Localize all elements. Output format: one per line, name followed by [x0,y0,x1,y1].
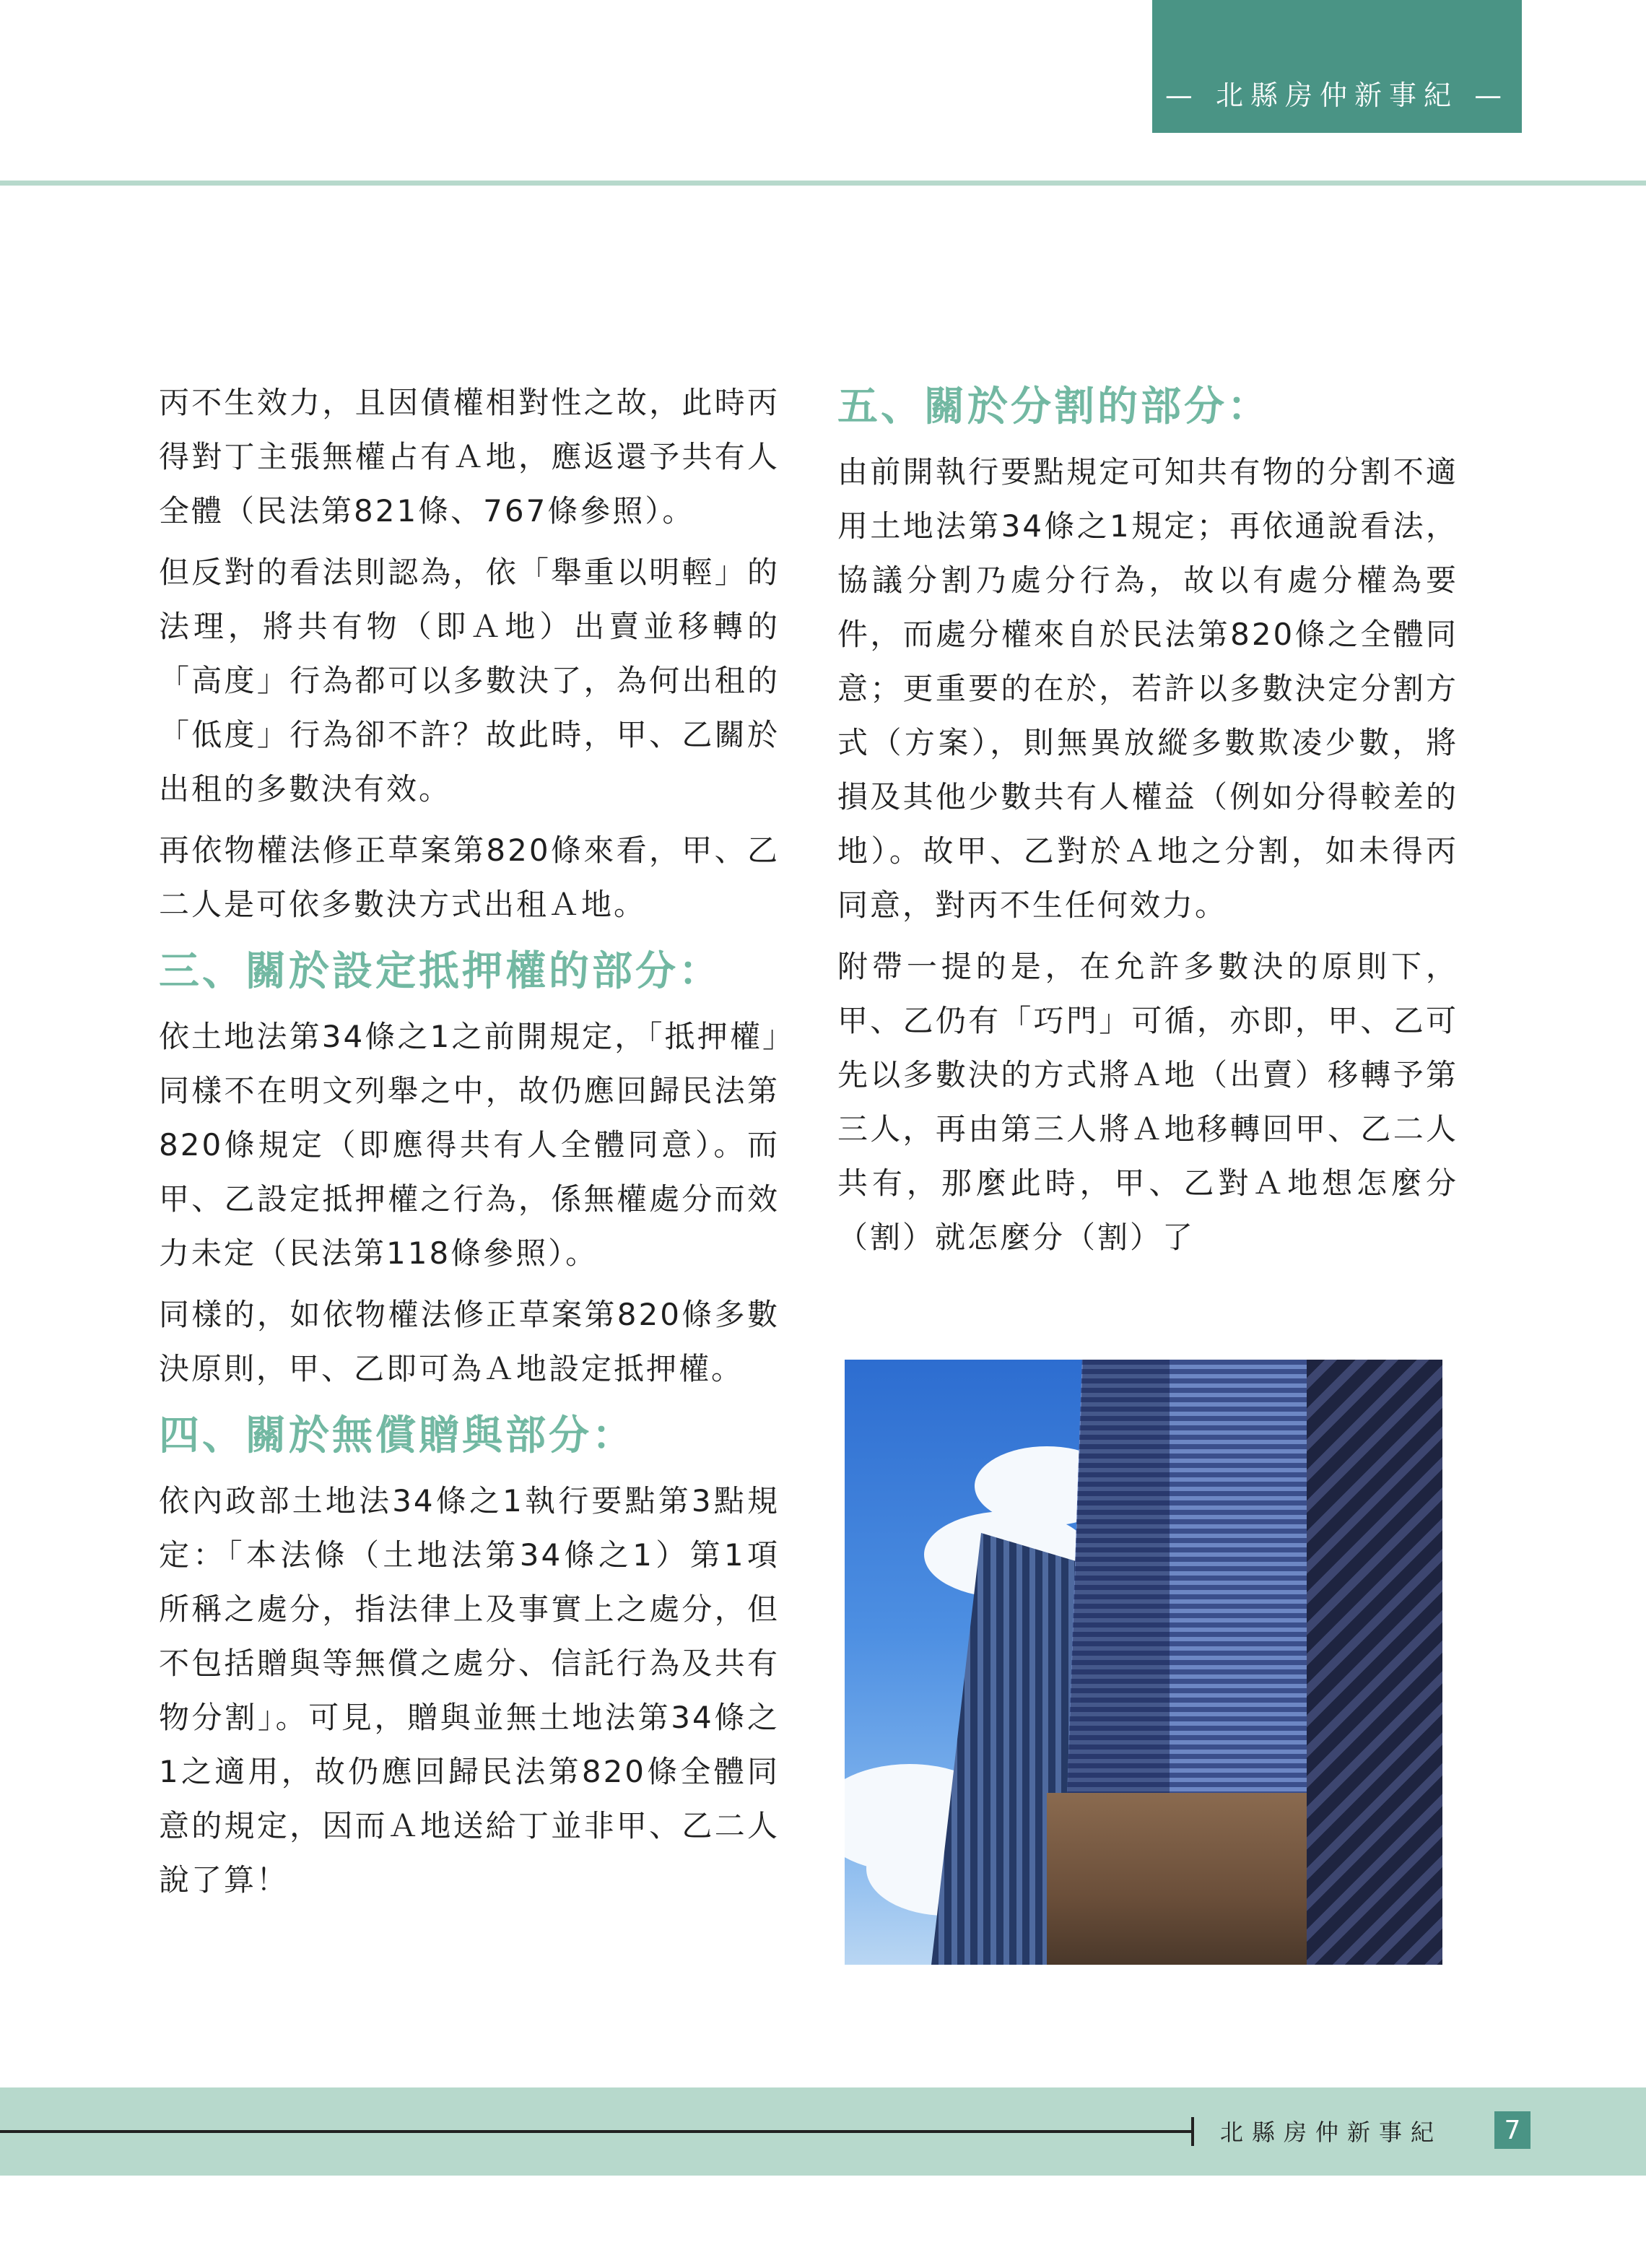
header-tab [1152,0,1522,133]
footer-rule [0,2130,1193,2133]
header-divider [0,181,1646,186]
paragraph: 丙不生效力，且因債權相對性之故，此時丙得對丁主張無權占有Ａ地，應返還予共有人全體（民法第821條、767條參照）。 [159,385,780,529]
paragraph: 再依物權法修正草案第820條來看，甲、乙二人是可依多數決方式出租Ａ地。 [159,833,780,922]
page-number: 7 [1494,2111,1530,2149]
right-column [837,375,1458,1272]
skyscraper-photo [845,1360,1442,1965]
footer-title: 北縣房仲新事紀 [1220,2119,1443,2146]
tower-right [1307,1360,1442,1965]
section-heading-gift: 四、關於無償贈與部分： [159,1412,635,1459]
tower-podium [1047,1793,1350,1965]
paragraph: 附帶一提的是，在允許多數決的原則下，甲、乙仍有「巧門」可循，亦即，甲、乙可先以多數決的方式將Ａ地（出賣）移轉予第三人，再由第三人將Ａ地移轉回甲、乙二人共有，那麼此時，甲、乙對Ａ地想怎麼分（割）就怎麼分（割）了 [837,949,1458,1255]
section-heading-partition: 五、關於分割的部分： [837,383,1271,430]
header-title: — 北縣房仲新事紀 — [1164,79,1510,111]
paragraph: 依土地法第34條之1之前開規定，「抵押權」同樣不在明文列舉之中，故仍應回歸民法第820條規定（即應得共有人全體同意）。而甲、乙設定抵押權之行為，係無權處分而效力未定（民法第118條參照）。 [159,1019,780,1271]
paragraph: 依內政部土地法34條之1執行要點第3點規定：「本法條（土地法第34條之1）第1項所稱之處分，指法律上及事實上之處分，但不包括贈與等無償之處分、信託行為及共有物分割」。可見，贈與並無土地法第34條之1之適用，故仍應回歸民法第820條全體同意的規定，因而Ａ地送給丁並非甲、乙二人說了算！ [159,1483,780,1898]
footer-rule-tick [1191,2117,1194,2146]
paragraph: 同樣的，如依物權法修正草案第820條多數決原則，甲、乙即可為Ａ地設定抵押權。 [159,1297,780,1386]
left-column [159,375,780,1914]
section-heading-mortgage: 三、關於設定抵押權的部分： [159,948,722,995]
paragraph: 但反對的看法則認為，依「舉重以明輕」的法理，將共有物（即Ａ地）出賣並移轉的「高度」行為都可以多數決了，為何出租的「低度」行為卻不許？故此時，甲、乙關於出租的多數決有效。 [159,555,780,807]
paragraph: 由前開執行要點規定可知共有物的分割不適用土地法第34條之1規定；再依通說看法，協議分割乃處分行為，故以有處分權為要件，而處分權來自於民法第820條之全體同意；更重要的在於，若許以多數決定分割方式（方案），則無異放縱多數欺凌少數，將損及其他少數共有人權益（例如分得較差的地）。故甲、乙對於Ａ地之分割，如未得丙同意，對丙不生任何效力。 [837,454,1458,923]
